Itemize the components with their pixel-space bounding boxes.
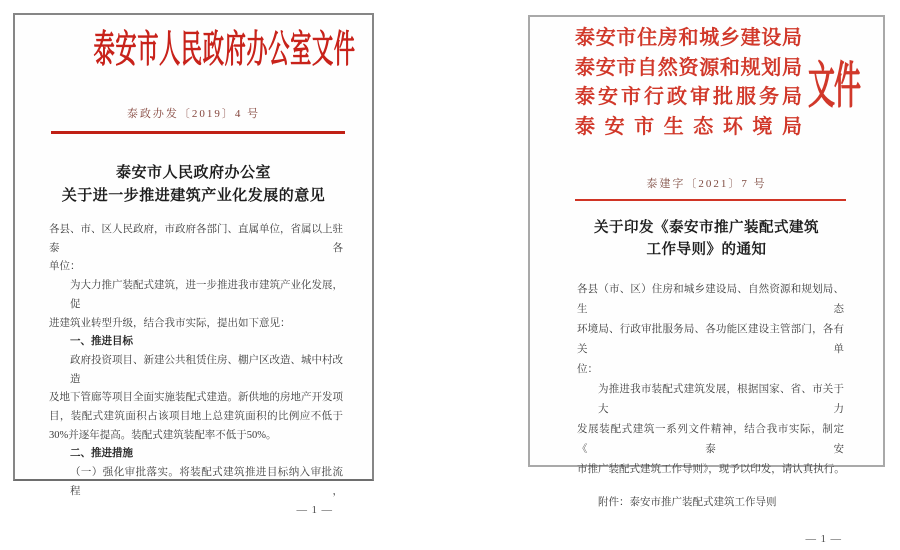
right-page-number: — 1 —	[805, 534, 842, 545]
letterhead-agency: 泰安市生态环境局	[575, 115, 802, 138]
body-line: 为大力推广装配式建筑，进一步推进我市建筑产业化发展，促	[70, 280, 343, 310]
right-doc-title	[530, 218, 883, 261]
left-red-divider	[51, 131, 345, 134]
right-red-divider	[575, 199, 846, 201]
letterhead-agency: 泰安市行政审批服务局	[575, 86, 802, 108]
body-line: 位：	[577, 364, 598, 375]
letterhead-wenjian-label: 文件	[808, 58, 860, 114]
body-line: 发展装配式建筑一系列文件精神，结合我市实际，制定《泰安	[577, 424, 844, 455]
right-doc-letterhead	[530, 24, 883, 142]
right-doc-number: 泰建字〔2021〕7 号	[646, 178, 767, 190]
document-page-right	[528, 15, 885, 545]
left-doc-number: 泰政办发〔2019〕4 号	[126, 108, 261, 120]
left-doc-letterhead: 泰安市人民政府办公室文件	[93, 29, 356, 71]
body-line: （一）强化审批落实。将装配式建筑推进目标纳入审批流程，	[70, 467, 343, 497]
body-line: 市推广装配式建筑工作导则》，现予以印发，请认真执行。	[577, 464, 845, 475]
section-heading: 二、推进措施	[70, 448, 133, 460]
body-line: 政府投资项目、新建公共租赁住房、棚户区改造、城中村改造	[70, 354, 343, 385]
body-line: 各县、市、区人民政府，市政府各部门、直属单位，省属以上驻泰各	[49, 224, 343, 254]
right-doc-body	[530, 280, 883, 550]
left-page-number: — 1 —	[296, 504, 333, 516]
body-line: 环境局、行政审批服务局、各功能区建设主管部门，各有关单	[577, 324, 844, 355]
attachment-line: 附件：泰安市推广装配式建筑工作导则	[598, 497, 777, 508]
letterhead-agency: 泰安市住房和城乡建设局	[575, 27, 802, 49]
left-doc-title-line2: 关于进一步推进建筑产业化发展的意见	[61, 188, 326, 204]
left-doc-title-line1: 泰安市人民政府办公室	[115, 165, 271, 181]
letterhead-agency: 泰安市自然资源和规划局	[575, 56, 802, 79]
left-doc-title	[15, 162, 372, 208]
body-line: 目，装配式建筑面积占该项目地上总建筑面积的比例应不低于	[49, 411, 343, 423]
body-line: 单位：	[49, 261, 81, 273]
body-line: 为推进我市装配式建筑发展，根据国家、省、市关于大力	[598, 384, 844, 415]
body-line: 30%并逐年提高。装配式建筑装配率不低于50%。	[49, 429, 277, 441]
right-doc-title-line2: 工作导则》的通知	[646, 241, 767, 258]
document-page-left	[13, 13, 374, 516]
left-doc-body	[15, 221, 372, 520]
body-line: 及地下管廊等项目全面实施装配式建造。新供地的房地产开发项	[49, 392, 343, 404]
body-line: 各县（市、区）住房和城乡建设局、自然资源和规划局、生态	[577, 284, 844, 315]
body-line: 进建筑业转型升级，结合我市实际，提出如下意见：	[49, 317, 291, 329]
right-doc-title-line1: 关于印发《泰安市推广装配式建筑	[594, 220, 819, 236]
section-heading: 一、推进目标	[70, 336, 133, 348]
